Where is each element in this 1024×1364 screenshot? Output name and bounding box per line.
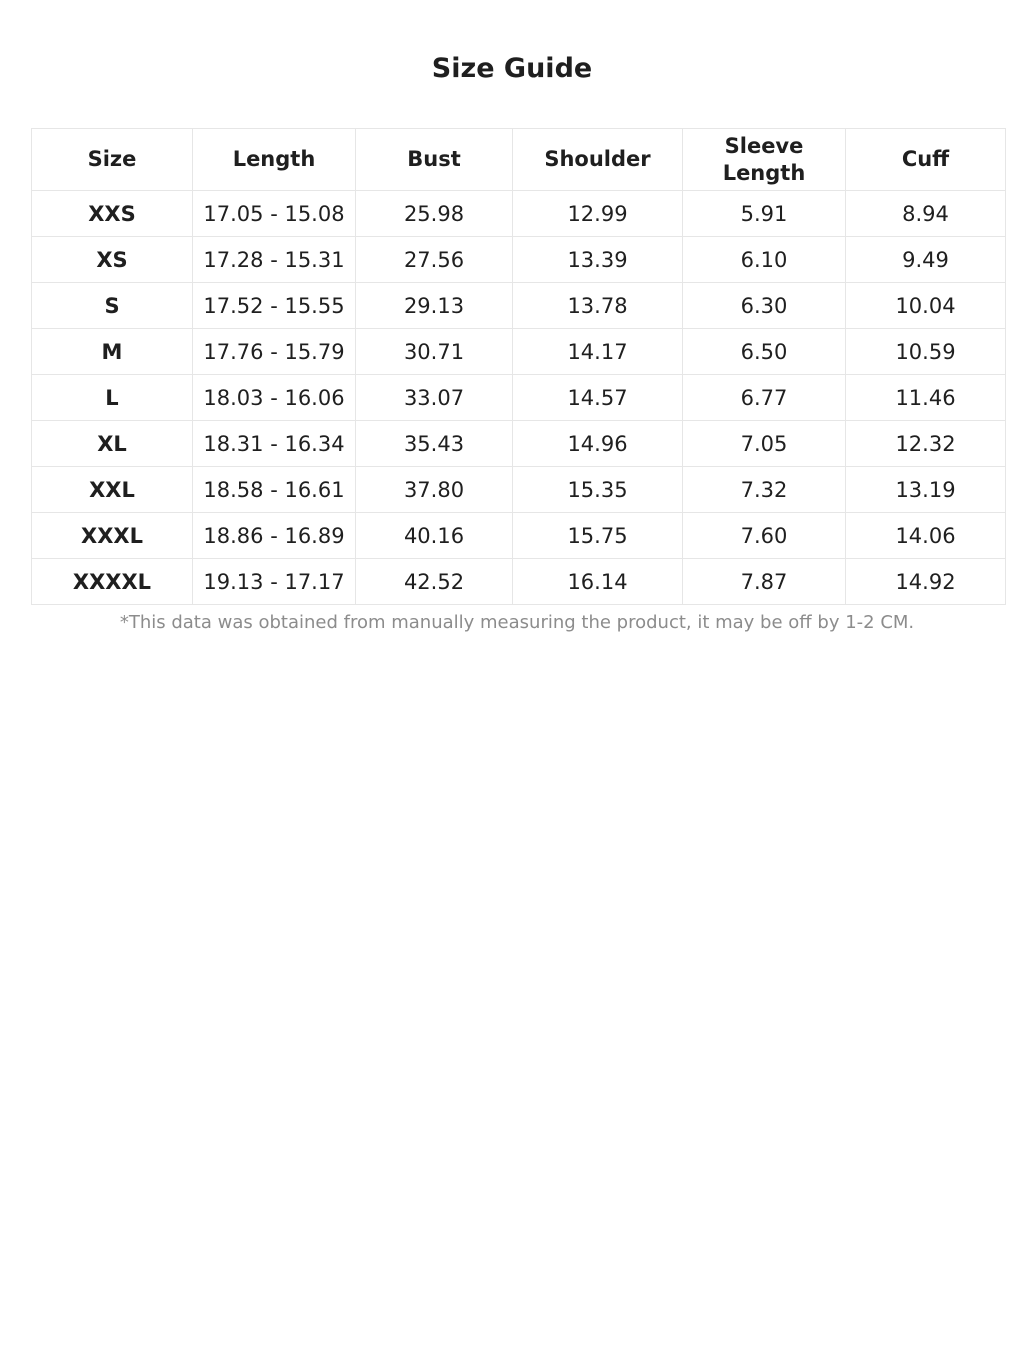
bust-cell: 35.43 [356, 421, 513, 467]
cuff-cell: 14.06 [846, 513, 1006, 559]
column-header-sleeve-line2: Length [722, 160, 806, 185]
column-header-size: Size [32, 129, 193, 191]
column-header-sleeve-line1: Sleeve [724, 133, 804, 158]
table-row [32, 237, 1006, 283]
table-row [32, 467, 1006, 513]
sleeve-length-cell: 7.05 [683, 421, 846, 467]
column-header-shoulder: Shoulder [513, 129, 683, 191]
bust-cell: 27.56 [356, 237, 513, 283]
length-cell: 18.58 - 16.61 [193, 467, 356, 513]
table-row [32, 191, 1006, 237]
sleeve-length-cell: 5.91 [683, 191, 846, 237]
shoulder-cell: 12.99 [513, 191, 683, 237]
shoulder-cell: 14.96 [513, 421, 683, 467]
size-cell: XL [32, 421, 193, 467]
length-cell: 17.28 - 15.31 [193, 237, 356, 283]
column-header-bust: Bust [356, 129, 513, 191]
size-cell: XXXL [32, 513, 193, 559]
bust-cell: 29.13 [356, 283, 513, 329]
bust-cell: 25.98 [356, 191, 513, 237]
length-cell: 18.03 - 16.06 [193, 375, 356, 421]
cuff-cell: 12.32 [846, 421, 1006, 467]
cuff-cell: 10.04 [846, 283, 1006, 329]
size-cell: L [32, 375, 193, 421]
length-cell: 18.31 - 16.34 [193, 421, 356, 467]
table-row [32, 421, 1006, 467]
sleeve-length-cell: 6.10 [683, 237, 846, 283]
shoulder-cell: 14.17 [513, 329, 683, 375]
column-header-sleeve-length [683, 129, 846, 191]
bust-cell: 37.80 [356, 467, 513, 513]
size-table [31, 128, 1006, 605]
bust-cell: 30.71 [356, 329, 513, 375]
table-row [32, 283, 1006, 329]
size-cell: M [32, 329, 193, 375]
cuff-cell: 10.59 [846, 329, 1006, 375]
bust-cell: 42.52 [356, 559, 513, 605]
table-row [32, 329, 1006, 375]
shoulder-cell: 13.39 [513, 237, 683, 283]
sleeve-length-cell: 6.50 [683, 329, 846, 375]
length-cell: 17.76 - 15.79 [193, 329, 356, 375]
size-cell: S [32, 283, 193, 329]
table-row [32, 375, 1006, 421]
length-cell: 17.52 - 15.55 [193, 283, 356, 329]
sleeve-length-cell: 7.60 [683, 513, 846, 559]
shoulder-cell: 13.78 [513, 283, 683, 329]
cuff-cell: 8.94 [846, 191, 1006, 237]
size-cell: XS [32, 237, 193, 283]
shoulder-cell: 15.35 [513, 467, 683, 513]
cuff-cell: 9.49 [846, 237, 1006, 283]
size-cell: XXL [32, 467, 193, 513]
measurement-footnote: *This data was obtained from manually measuring the product, it may be off by 1-2 CM. [119, 612, 915, 633]
sleeve-length-cell: 7.87 [683, 559, 846, 605]
shoulder-cell: 16.14 [513, 559, 683, 605]
shoulder-cell: 14.57 [513, 375, 683, 421]
column-header-cuff: Cuff [846, 129, 1006, 191]
table-row [32, 513, 1006, 559]
length-cell: 18.86 - 16.89 [193, 513, 356, 559]
shoulder-cell: 15.75 [513, 513, 683, 559]
size-cell: XXS [32, 191, 193, 237]
bust-cell: 33.07 [356, 375, 513, 421]
sleeve-length-cell: 6.77 [683, 375, 846, 421]
cuff-cell: 14.92 [846, 559, 1006, 605]
sleeve-length-cell: 6.30 [683, 283, 846, 329]
bust-cell: 40.16 [356, 513, 513, 559]
length-cell: 19.13 - 17.17 [193, 559, 356, 605]
table-header-row [32, 129, 1006, 191]
cuff-cell: 11.46 [846, 375, 1006, 421]
page-title: Size Guide [431, 53, 593, 84]
column-header-length: Length [193, 129, 356, 191]
sleeve-length-cell: 7.32 [683, 467, 846, 513]
size-cell: XXXXL [32, 559, 193, 605]
cuff-cell: 13.19 [846, 467, 1006, 513]
table-row [32, 559, 1006, 605]
length-cell: 17.05 - 15.08 [193, 191, 356, 237]
